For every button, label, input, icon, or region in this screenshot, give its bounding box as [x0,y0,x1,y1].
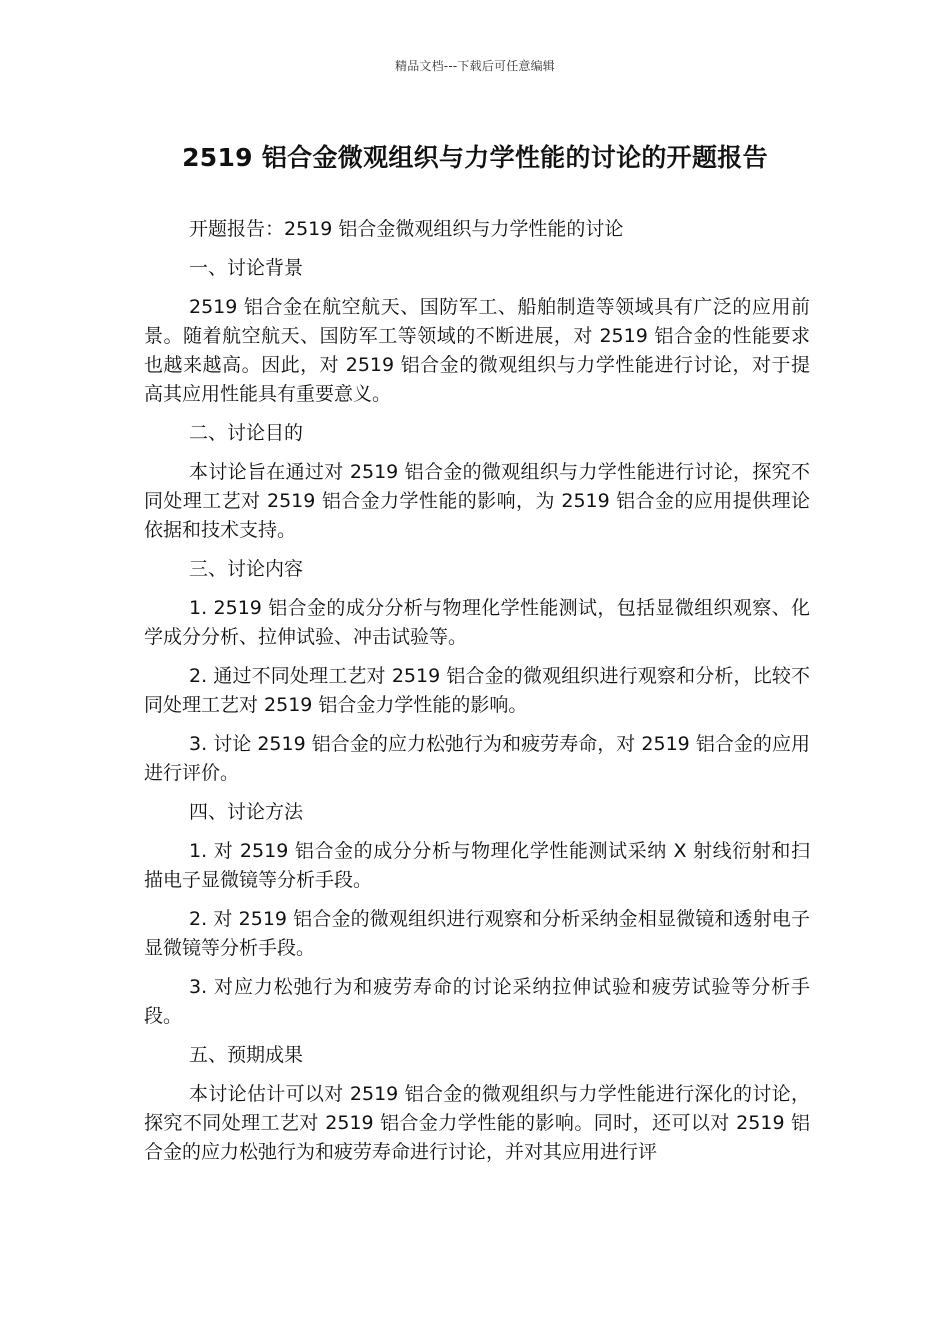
method-item-2: 2. 对 2519 铝合金的微观组织进行观察和分析采纳金相显微镜和透射电子显微镜等分析手段。 [144,908,810,959]
header-note: 精品文档---下载后可任意编辑 [395,59,555,73]
section-heading-background: 一、讨论背景 [189,257,304,279]
section-heading-results: 五、预期成果 [189,1044,304,1066]
content-item-3: 3. 讨论 2519 铝合金的应力松弛行为和疲劳寿命，对 2519 铝合金的应用进行评价。 [144,733,810,784]
results-paragraph: 本讨论估计可以对 2519 铝合金的微观组织与力学性能进行深化的讨论，探究不同处理工艺对 2519 铝合金力学性能的影响。同时，还可以对 2519 铝合金的应力松弛行为和疲劳寿命进行讨论，并对其应用进行评 [144,1083,810,1163]
method-item-1: 1. 对 2519 铝合金的成分分析与物理化学性能测试采纳 X 射线衍射和扫描电子显微镜等分析手段。 [144,840,810,891]
document-title: 2519 铝合金微观组织与力学性能的讨论的开题报告 [182,143,768,172]
section-heading-methods: 四、讨论方法 [189,801,304,823]
content-item-2: 2. 通过不同处理工艺对 2519 铝合金的微观组织进行观察和分析，比较不同处理工艺对 2519 铝合金力学性能的影响。 [144,665,810,716]
document-body [144,215,810,1177]
report-subtitle: 开题报告：2519 铝合金微观组织与力学性能的讨论 [189,218,624,240]
section-heading-purpose: 二、讨论目的 [189,422,304,444]
purpose-paragraph: 本讨论旨在通过对 2519 铝合金的微观组织与力学性能进行讨论，探究不同处理工艺对 2519 铝合金力学性能的影响，为 2519 铝合金的应用提供理论依据和技术支持。 [144,461,810,541]
method-item-3: 3. 对应力松弛行为和疲劳寿命的讨论采纳拉伸试验和疲劳试验等分析手段。 [144,976,810,1027]
background-paragraph: 2519 铝合金在航空航天、国防军工、船舶制造等领域具有广泛的应用前景。随着航空航天、国防军工等领域的不断进展，对 2519 铝合金的性能要求也越来越高。因此，对 2519 铝合金的微观组织与力学性能进行讨论，对于提高其应用性能具有重要意义。 [144,296,810,405]
section-heading-content: 三、讨论内容 [189,558,304,580]
content-item-1: 1. 2519 铝合金的成分分析与物理化学性能测试，包括显微组织观察、化学成分分析、拉伸试验、冲击试验等。 [144,597,810,648]
